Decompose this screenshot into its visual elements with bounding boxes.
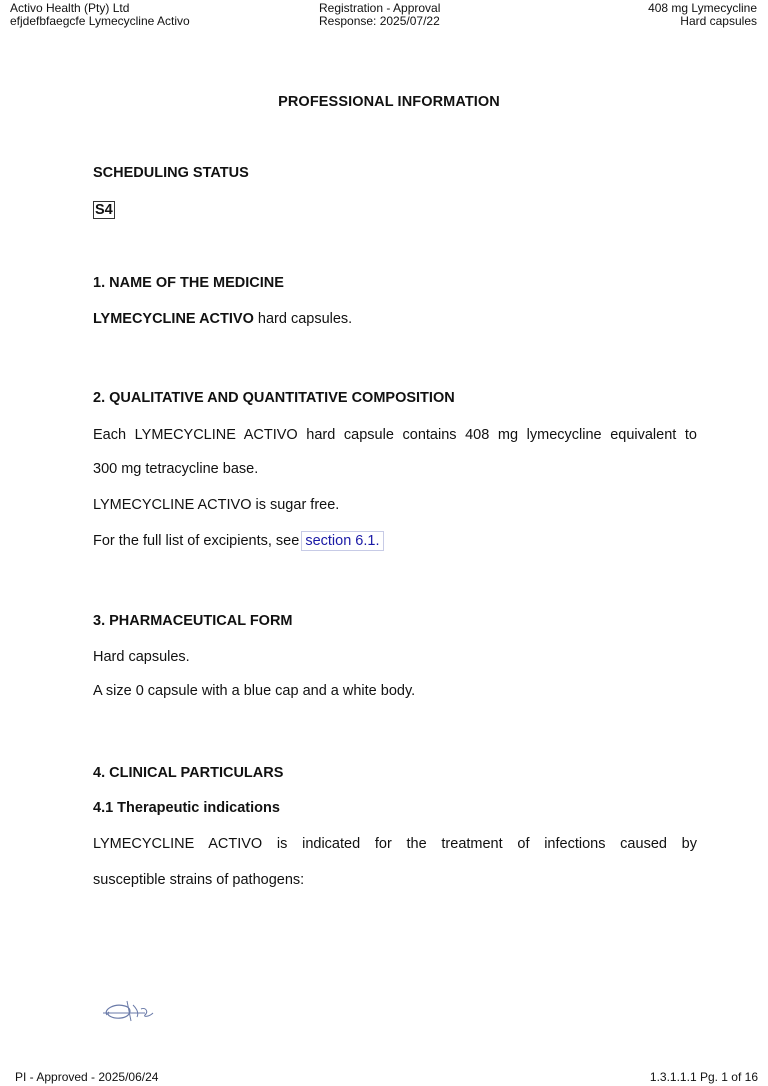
section-6-1-link[interactable]: section 6.1. [301, 531, 383, 551]
header-product-strength: 408 mg Lymecycline [648, 1, 757, 15]
section-4-heading: 4. CLINICAL PARTICULARS [93, 765, 284, 781]
header-registration [319, 2, 440, 28]
header-product-form: Hard capsules [680, 14, 757, 28]
indications-line-2: susceptible strains of pathogens: [93, 872, 305, 888]
pharmaceutical-form-line-1: Hard capsules. [93, 649, 190, 665]
scheduling-status-heading: SCHEDULING STATUS [93, 165, 249, 181]
section-1-heading: 1. NAME OF THE MEDICINE [93, 275, 284, 291]
header-document-id: efjdefbfaegcfe Lymecycline Activo [10, 14, 190, 28]
signature-image [101, 995, 159, 1025]
section-4-1-heading: 4.1 Therapeutic indications [93, 800, 280, 816]
sugar-free-statement: LYMECYCLINE ACTIVO is sugar free. [93, 497, 340, 513]
medicine-form: hard capsules. [253, 311, 353, 327]
medicine-name: LYMECYCLINE ACTIVO [93, 311, 254, 327]
footer-approval: PI - Approved - 2025/06/24 [15, 1070, 159, 1084]
scheduling-status-badge: S4 [95, 202, 113, 218]
footer-page-number: 1.3.1.1.1 Pg. 1 of 16 [649, 1070, 758, 1084]
header-registration-status: Registration - Approval [319, 1, 441, 15]
excipients-reference [93, 533, 384, 549]
document-title: PROFESSIONAL INFORMATION [278, 94, 500, 110]
section-2-heading: 2. QUALITATIVE AND QUANTITATIVE COMPOSITION [93, 390, 455, 406]
section-1-text [93, 311, 352, 327]
header-response-date: Response: 2025/07/22 [319, 14, 440, 28]
header-company [10, 2, 190, 28]
header-product [648, 2, 757, 28]
composition-line-1: Each LYMECYCLINE ACTIVO hard capsule contains 408 mg lymecycline equivalent to [93, 427, 697, 443]
excipients-reference-text: For the full list of excipients, see [93, 533, 300, 549]
scheduling-status-value-wrap [93, 201, 115, 219]
indications-line-1: LYMECYCLINE ACTIVO is indicated for the treatment of infections caused by [93, 836, 697, 852]
pharmaceutical-form-line-2: A size 0 capsule with a blue cap and a white body. [93, 683, 416, 699]
header-company-name: Activo Health (Pty) Ltd [10, 1, 130, 15]
composition-line-2: 300 mg tetracycline base. [93, 461, 259, 477]
section-3-heading: 3. PHARMACEUTICAL FORM [93, 613, 293, 629]
